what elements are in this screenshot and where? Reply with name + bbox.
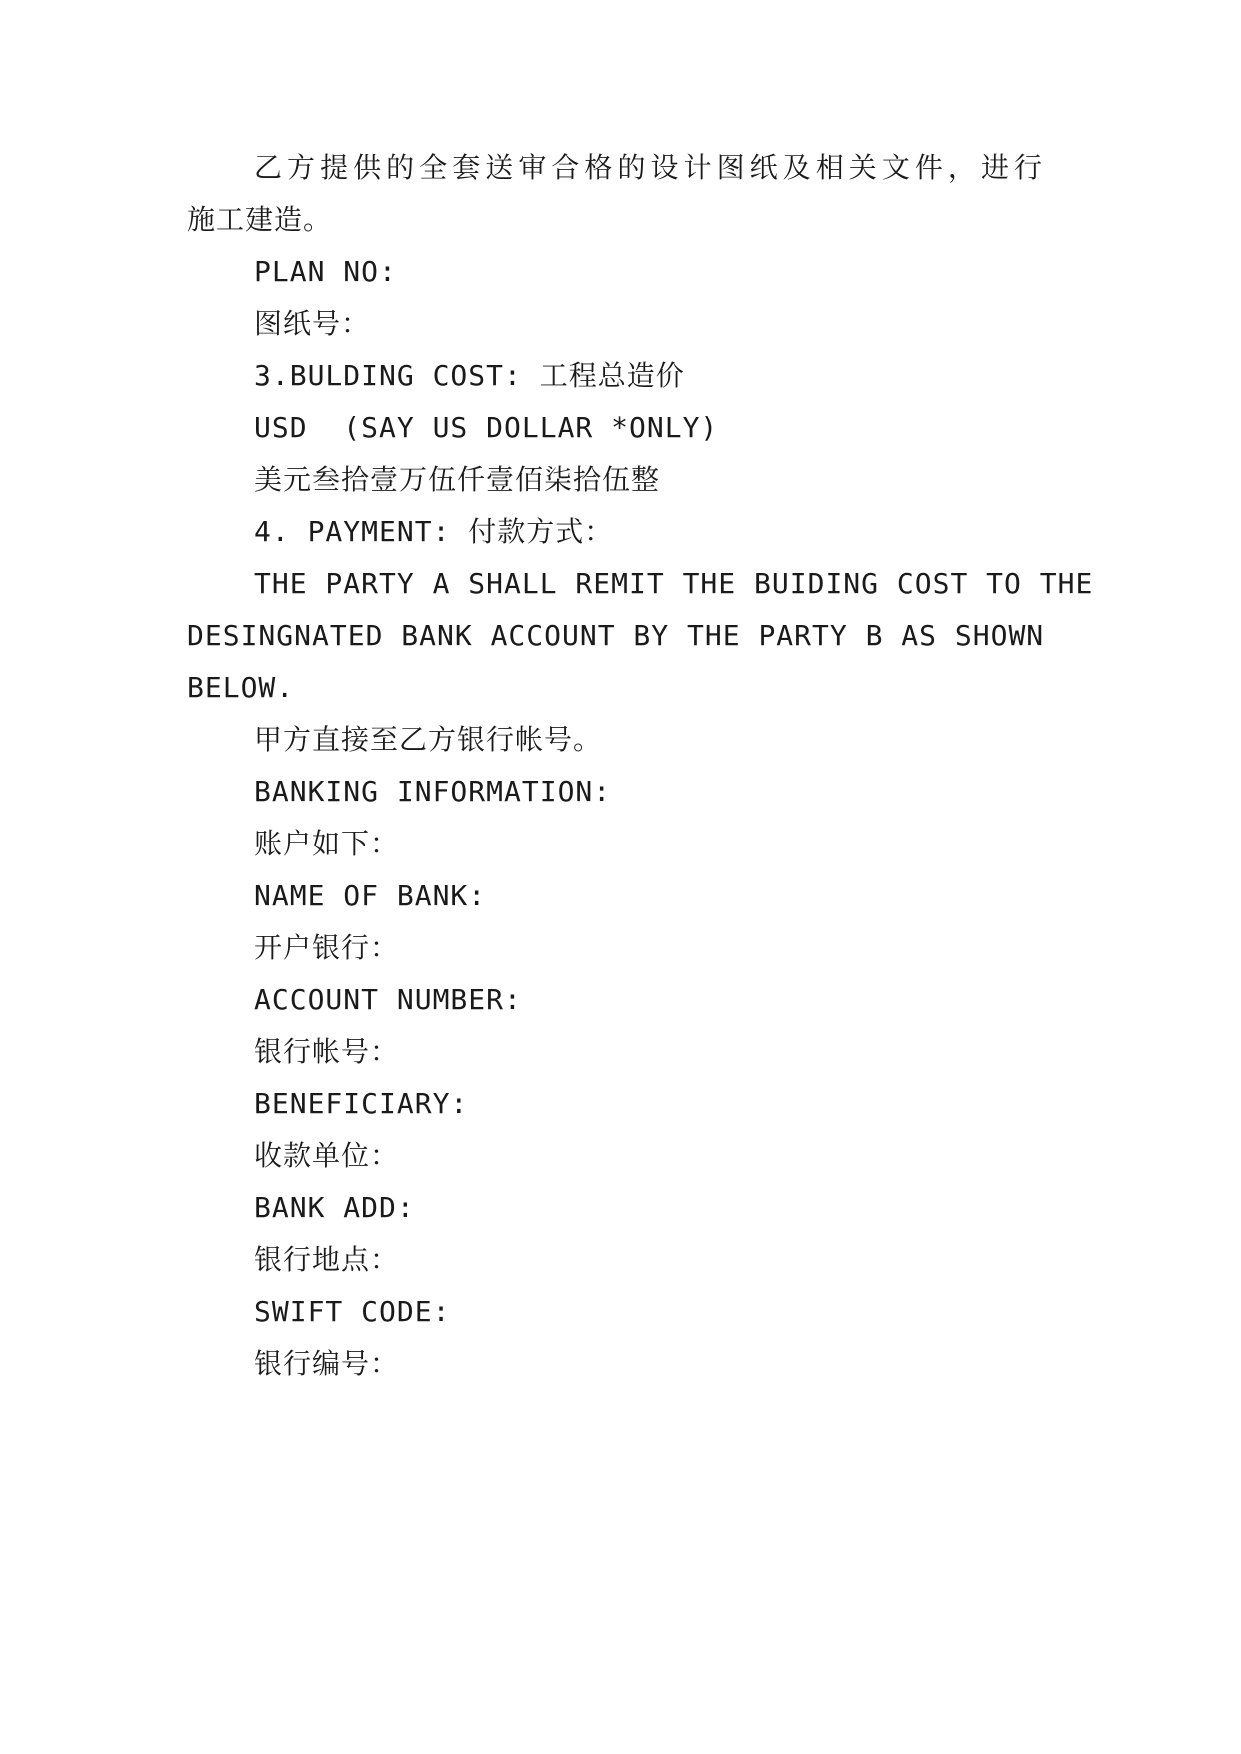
plan-no-label: PLAN NO: (254, 255, 397, 288)
contract-paragraph-line-2: 施工建造。 (187, 203, 333, 236)
bank-name-label-cn: 开户银行： (254, 931, 400, 964)
payment-heading: 4. PAYMENT: 付款方式： (254, 515, 614, 548)
swift-code-label: SWIFT CODE: (254, 1295, 451, 1328)
bank-address-label-cn: 银行地点： (254, 1243, 400, 1276)
banking-info-heading: BANKING INFORMATION: (254, 775, 612, 808)
contract-paragraph-line-1: 乙方提供的全套送审合格的设计图纸及相关文件，进行 (254, 151, 1043, 184)
payment-clause-line-2: DESINGNATED BANK ACCOUNT BY THE PARTY B AS SHOWN (187, 619, 1045, 652)
account-number-label-cn: 银行帐号： (254, 1035, 400, 1068)
beneficiary-label: BENEFICIARY: (254, 1087, 469, 1120)
payment-clause-line-3: BELOW. (187, 671, 295, 704)
swift-code-label-cn: 银行编号： (254, 1347, 400, 1380)
banking-info-heading-cn: 账户如下： (254, 827, 400, 860)
building-cost-heading: 3.BULDING COST: 工程总造价 (254, 359, 685, 392)
plan-no-label-cn: 图纸号： (254, 307, 371, 340)
payment-clause-cn: 甲方直接至乙方银行帐号。 (254, 723, 603, 756)
payment-clause-line-1: THE PARTY A SHALL REMIT THE BUIDING COST TO THE (254, 567, 1094, 600)
bank-name-label: NAME OF BANK: (254, 879, 487, 912)
usd-amount-line: USD (SAY US DOLLAR *ONLY) (254, 411, 719, 444)
beneficiary-label-cn: 收款单位： (254, 1139, 400, 1172)
account-number-label: ACCOUNT NUMBER: (254, 983, 522, 1016)
bank-address-label: BANK ADD: (254, 1191, 415, 1224)
usd-amount-words-cn: 美元叁拾壹万伍仟壹佰柒拾伍整 (254, 463, 661, 496)
